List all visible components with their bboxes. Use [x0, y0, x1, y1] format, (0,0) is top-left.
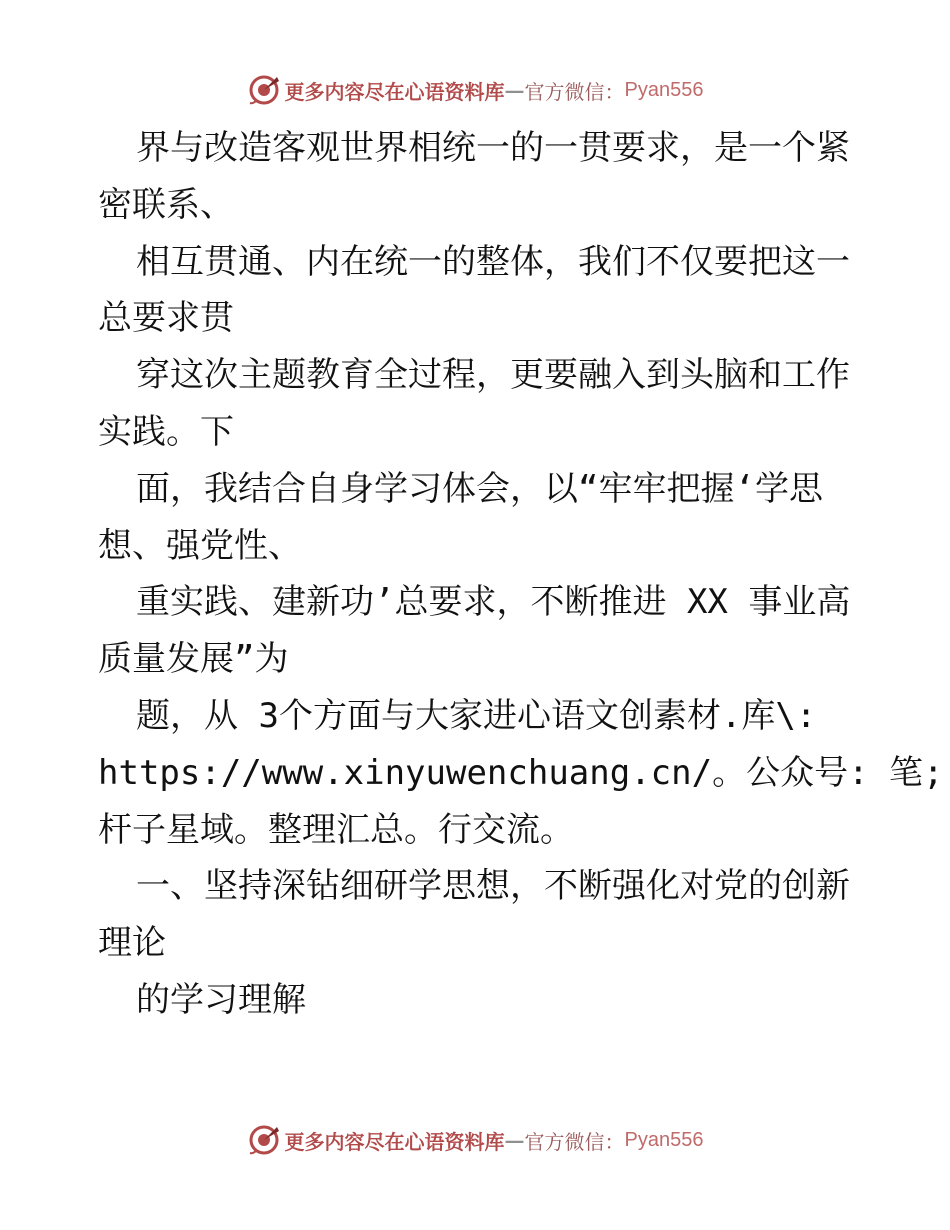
text-line: 题，从 3个方面与大家进心语文创素材.库\:	[136, 695, 817, 736]
text-line: 一、坚持深钻细研学思想，不断强化对党的创新	[136, 866, 850, 907]
footer-wechat-label: 官方微信：	[524, 1129, 625, 1154]
text-line: 界与改造客观世界相统一的一贯要求，是一个紧	[136, 128, 850, 168]
footer-banner-text: 更多内容尽在心语资料库	[284, 1129, 505, 1154]
footer-separator: —	[504, 1128, 525, 1152]
text-line: 密联系、	[98, 184, 234, 225]
header-separator: —	[504, 78, 525, 102]
header-wechat-id: Pyan556	[624, 78, 704, 101]
text-line: 实践。下	[98, 411, 234, 452]
text-line: 的学习理解	[136, 979, 306, 1020]
text-line: 理论	[98, 923, 166, 964]
header-banner	[0, 70, 950, 110]
footer-wechat-id: Pyan556	[624, 1128, 704, 1151]
header-wechat-label: 官方微信：	[524, 79, 625, 104]
text-line: 总要求贯	[98, 298, 234, 339]
text-line: 穿这次主题教育全过程，更要融入到头脑和工作	[136, 355, 850, 396]
document-body	[98, 120, 944, 1029]
text-line: 想、强党性、	[98, 525, 302, 566]
header-banner-text: 更多内容尽在心语资料库	[284, 79, 505, 104]
text-line: 面，我结合自身学习体会，以“牢牢把握‘学思	[136, 468, 823, 509]
footer-banner	[0, 1120, 950, 1160]
text-line: https://www.xinyuwenchuang.cn/。公众号: 笔;	[98, 752, 944, 793]
text-line: 杆子星域。整理汇总。行交流。	[98, 809, 574, 850]
text-line: 质量发展”为	[98, 639, 289, 680]
text-line: 相互贯通、内在统一的整体，我们不仅要把这一	[136, 241, 850, 282]
quill-circle-icon	[247, 73, 281, 107]
quill-circle-icon	[247, 1123, 281, 1157]
text-line: 重实践、建新功’总要求，不断推进 XX 事业高	[136, 582, 851, 623]
